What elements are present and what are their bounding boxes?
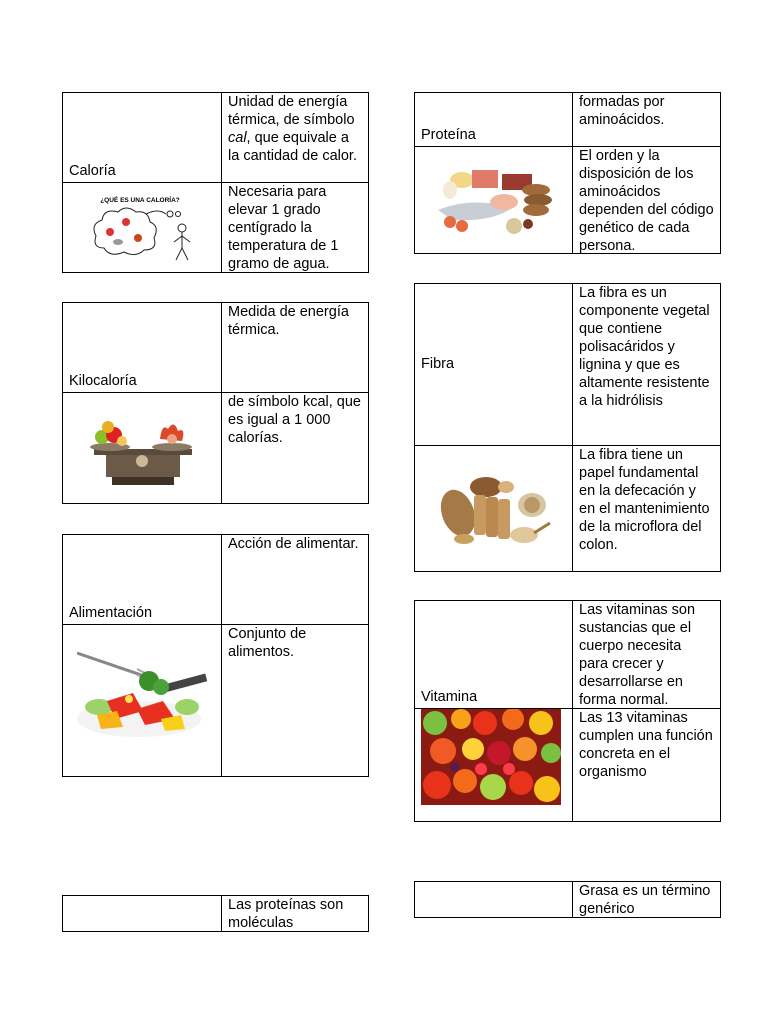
- definition-grasa-partial: Grasa es un término genérico: [579, 883, 711, 917]
- term-grasa-partial: [415, 882, 573, 917]
- image-caloria-caption: ¿QUÉ ES UNA CALORÍA?: [100, 196, 180, 204]
- card-proteina: [414, 92, 721, 254]
- term-caloria: Caloría: [63, 93, 222, 183]
- image-alimentacion: [63, 625, 222, 776]
- definition-alimentacion-1: Acción de alimentar.: [222, 535, 368, 625]
- card-alimentacion: [62, 534, 369, 777]
- definition-kilocaloria-2: de símbolo kcal, que es igual a 1 000 calorías.: [228, 394, 361, 446]
- term-proteinas-partial: [63, 896, 222, 931]
- definition-vitamina-2: Las 13 vitaminas cumplen una función concreta en el organismo: [579, 710, 713, 780]
- term-proteina: Proteína: [415, 93, 573, 147]
- card-caloria: [62, 92, 369, 273]
- definition-proteina-2: El orden y la disposición de los aminoácidos dependen del código genético de cada persona.: [579, 148, 714, 253]
- definition-kilocaloria-1: Medida de energía térmica.: [222, 303, 368, 393]
- definition-proteinas-partial: Las proteínas son moléculas: [228, 897, 344, 931]
- image-kilocaloria: [63, 393, 222, 503]
- definition-caloria-2: Necesaria para elevar 1 grado centígrado la temperatura de 1 gramo de agua.: [228, 184, 339, 272]
- definition-fibra-1: La fibra es un componente vegetal que contiene polisacáridos y lignina y que es altamente resistente a la hidrólisis: [573, 284, 720, 446]
- image-fibra: [415, 446, 573, 571]
- card-kilocaloria: [62, 302, 369, 504]
- definition-vitamina-1: Las vitaminas son sustancias que el cuerpo necesita para crecer y desarrollarse en forma normal.: [573, 601, 720, 709]
- image-vitamina: [415, 709, 573, 821]
- term-kilocaloria: Kilocaloría: [63, 303, 222, 393]
- term-vitamina: Vitamina: [415, 601, 573, 709]
- image-proteina: [415, 147, 573, 253]
- card-proteinas-partial: [62, 895, 369, 932]
- definition-alimentacion-2: Conjunto de alimentos.: [228, 626, 307, 660]
- term-fibra: Fibra: [415, 284, 573, 446]
- card-vitamina: [414, 600, 721, 822]
- definition-caloria-1: Unidad de energía térmica, de símbolo cal, que equivale a la cantidad de calor.: [222, 93, 368, 183]
- definition-proteina-1: formadas por aminoácidos.: [573, 93, 720, 147]
- card-grasa-partial: [414, 881, 721, 918]
- term-alimentacion: Alimentación: [63, 535, 222, 625]
- definition-fibra-2: La fibra tiene un papel fundamental en la defecación y en el mantenimiento de la microflora del colon.: [579, 447, 710, 553]
- image-caloria: [63, 183, 222, 272]
- card-fibra: [414, 283, 721, 572]
